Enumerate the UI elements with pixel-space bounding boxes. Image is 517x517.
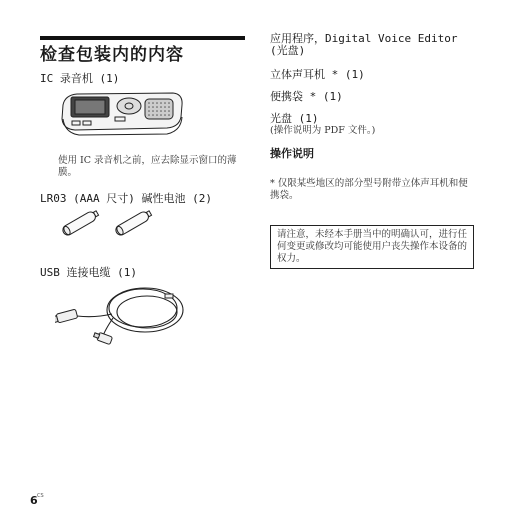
disc-note: (操作说明为 PDF 文件。) [270, 125, 376, 136]
recorder-heading: IC 录音机 (1) [40, 72, 120, 85]
footnote: * 仅限某些地区的部分型号附带立体声耳机和便携袋。 [270, 178, 468, 201]
pouch-item: 便携袋 * (1) [270, 90, 343, 103]
ic-recorder-illustration [55, 85, 190, 140]
caution-box [270, 225, 474, 269]
page-title: 检查包装内的内容 [40, 45, 184, 65]
headphones-item: 立体声耳机 * (1) [270, 68, 365, 81]
app-heading-line1: 应用程序，Digital Voice Editor [270, 32, 458, 45]
page-suffix: CS [37, 493, 44, 499]
usb-heading: USB 连接电缆 (1) [40, 266, 137, 279]
page-number: 6 [30, 494, 38, 507]
battery-illustration [55, 205, 165, 240]
manual-item: 操作说明 [270, 147, 314, 160]
recorder-note: 使用 IC 录音机之前，应去除显示窗口的薄膜。 [58, 155, 237, 178]
app-heading-line2: (光盘) [270, 44, 306, 57]
caution-text: 请注意，未经本手册当中的明确认可，进行任何变更或修改均可能使用户丧失操作本设备的权力。 [277, 229, 468, 264]
usb-cable-illustration [55, 278, 190, 350]
disc-heading: 光盘 (1) [270, 112, 319, 125]
battery-heading: LR03 (AAA 尺寸) 碱性电池 (2) [40, 192, 212, 205]
